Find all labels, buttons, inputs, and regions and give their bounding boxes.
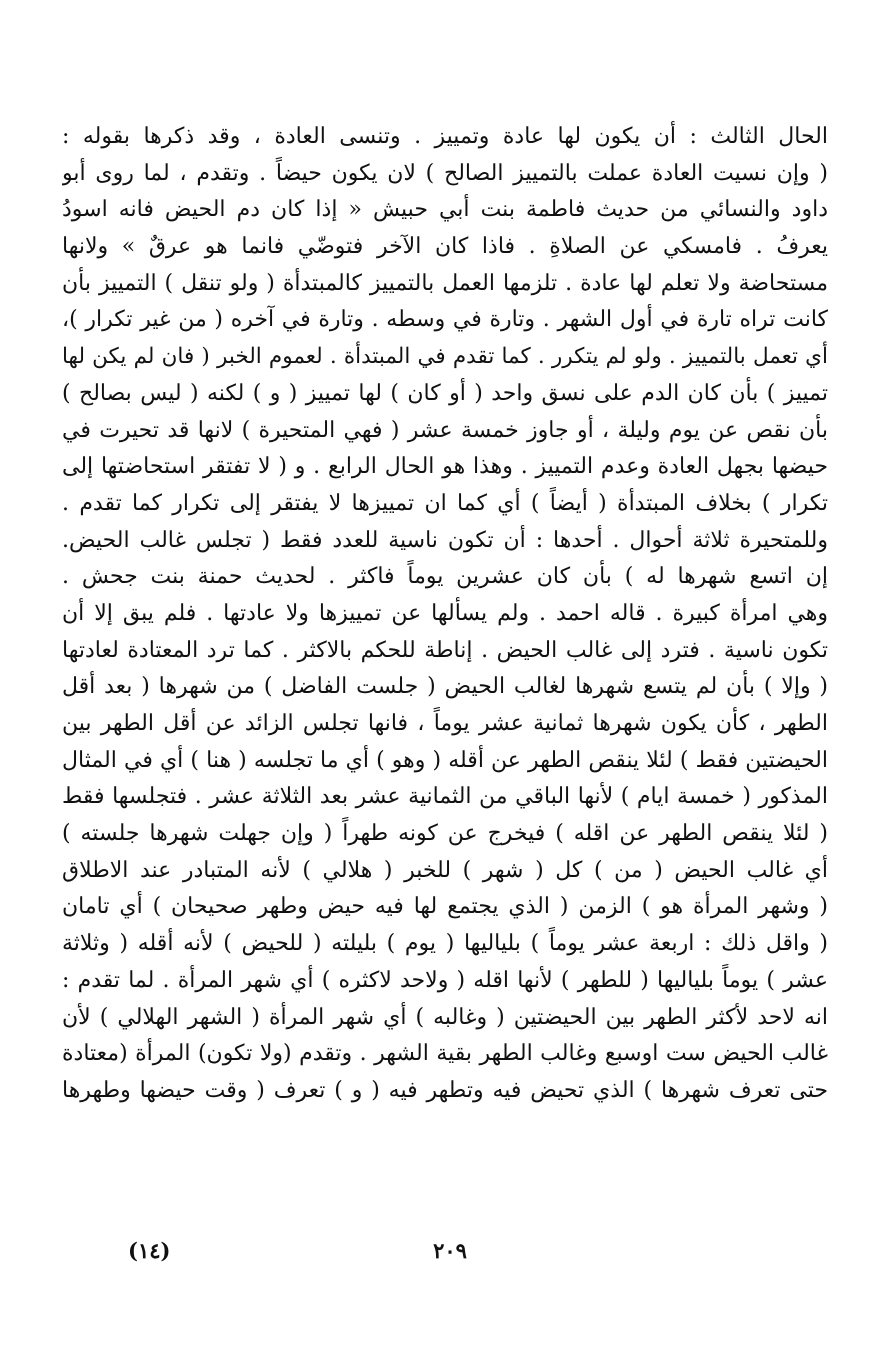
text-line: ( واقل ذلك : اربعة عشر يوماً ) بلياليها ( يوم ) بليلته ( للحيض ) لأنه أقله ( وثلاثة: [62, 931, 828, 957]
text-line: ( وشهر المرأة هو ) الزمن ( الذي يجتمع لها فيه حيض وطهر صحيحان ) أي تامان: [62, 894, 828, 920]
text-line: كانت تراه تارة في أول الشهر . وتارة في وسطه . وتارة في آخره ( من غير تكرار )،: [62, 307, 828, 333]
text-line: مستحاضة ولا تعلم لها عادة . تلزمها العمل بالتمييز كالمبتدأة ( ولو تنقل ) التمييز بأن: [62, 270, 828, 296]
text-line: الطهر ، كأن يكون شهرها ثمانية عشر يوماً ، فانها تجلس الزائد عن أقل الطهر بين: [62, 711, 828, 736]
page-number: ٢٠٩: [433, 1238, 467, 1263]
text-line: تمييز ) بأن كان الدم على نسق واحد ( أو كان ) لها تمييز ( و ) لكنه ( ليس بصالح ): [62, 380, 828, 406]
text-line: تكون ناسية . فترد إلى غالب الحيض . إناطة للحكم بالاكثر . كما ترد المعتادة لعادتها: [62, 637, 828, 663]
text-line: المذكور ( خمسة ايام ) لأنها الباقي من الثمانية عشر بعد الثلاثة عشر . فتجلسها فقط: [62, 784, 828, 810]
text-line: أي تعمل بالتمييز . ولو لم يتكرر . كما تقدم في المبتدأة . لعموم الخبر ( فان لم يكن لها: [62, 344, 828, 370]
text-line: وهي امرأة كبيرة . قاله احمد . ولم يسألها عن تمييزها ولا عادتها . فلم يبق إلا أن: [62, 600, 828, 626]
page-footer: [0, 1238, 885, 1278]
signature-mark: (١٤): [128, 1238, 171, 1263]
text-line: ( وإلا ) بأن لم يتسع شهرها لغالب الحيض ( جلست الفاضل ) من شهرها ( بعد أقل: [62, 674, 828, 700]
text-line: ( وإن نسيت العادة عملت بالتمييز الصالح ) لان يكون حيضاً . وتقدم ، لما روى أبو: [62, 160, 828, 186]
text-line: عشر ) يوماً بلياليها ( للطهر ) لأنها اقله ( ولاحد لاكثره ) أي شهر المرأة . لما تقدم :: [62, 967, 828, 993]
text-line: ( لئلا ينقص الطهر عن اقله ) فيخرج عن كونه طهراً ( وإن جهلت شهرها جلسته ): [62, 821, 828, 847]
text-line: يعرفُ . فامسكي عن الصلاةِ . فاذا كان الآخر فتوضّي فانما هو عرقٌ » ولانها: [62, 234, 828, 260]
text-line: انه لاحد لأكثر الطهر بين الحيضتين ( وغالبه ) أي شهر المرأة ( الشهر الهلالي ) لأن: [62, 1004, 828, 1030]
text-line: تكرار ) بخلاف المبتدأة ( أيضاً ) أي كما ان تمييزها لا يفتقر إلى تكرار كما تقدم .: [62, 490, 828, 516]
text-line: بأن نقص عن يوم وليلة ، أو جاوز خمسة عشر ( فهي المتحيرة ) لانها قد تحيرت في: [62, 417, 828, 443]
text-line: وللمتحيرة ثلاثة أحوال . أحدها : أن تكون ناسية للعدد فقط ( تجلس غالب الحيض.: [62, 527, 828, 553]
text-line: داود والنسائي من حديث فاطمة بنت أبي حبيش « إذا كان دم الحيض فانه اسودُ: [62, 197, 828, 223]
text-line: الحيضتين فقط ) لئلا ينقص الطهر عن أقله ( وهو ) أي ما تجلسه ( هنا ) أي في المثال: [62, 747, 828, 773]
body-text: [62, 119, 828, 1110]
text-line: حتى تعرف شهرها ) الذي تحيض فيه وتطهر فيه ( و ) تعرف ( وقت حيضها وطهرها: [62, 1077, 828, 1103]
text-line: أي غالب الحيض ( من ) كل ( شهر ) للخبر ( هلالي ) لأنه المتبادر عند الاطلاق: [62, 857, 828, 883]
text-line: حيضها بجهل العادة وعدم التمييز . وهذا هو الحال الرابع . و ( لا تفتقر استحاضتها إلى: [62, 454, 828, 480]
text-line: إن اتسع شهرها له ) بأن كان عشرين يوماً فاكثر . لحديث حمنة بنت جحش .: [62, 564, 828, 590]
text-line: غالب الحيض ست اوسبع وغالب الطهر بقية الشهر . وتقدم (ولا تكون) المرأة (معتادة: [62, 1041, 828, 1067]
text-line: الحال الثالث : أن يكون لها عادة وتمييز . وتنسى العادة ، وقد ذكرها بقوله :: [62, 124, 828, 149]
